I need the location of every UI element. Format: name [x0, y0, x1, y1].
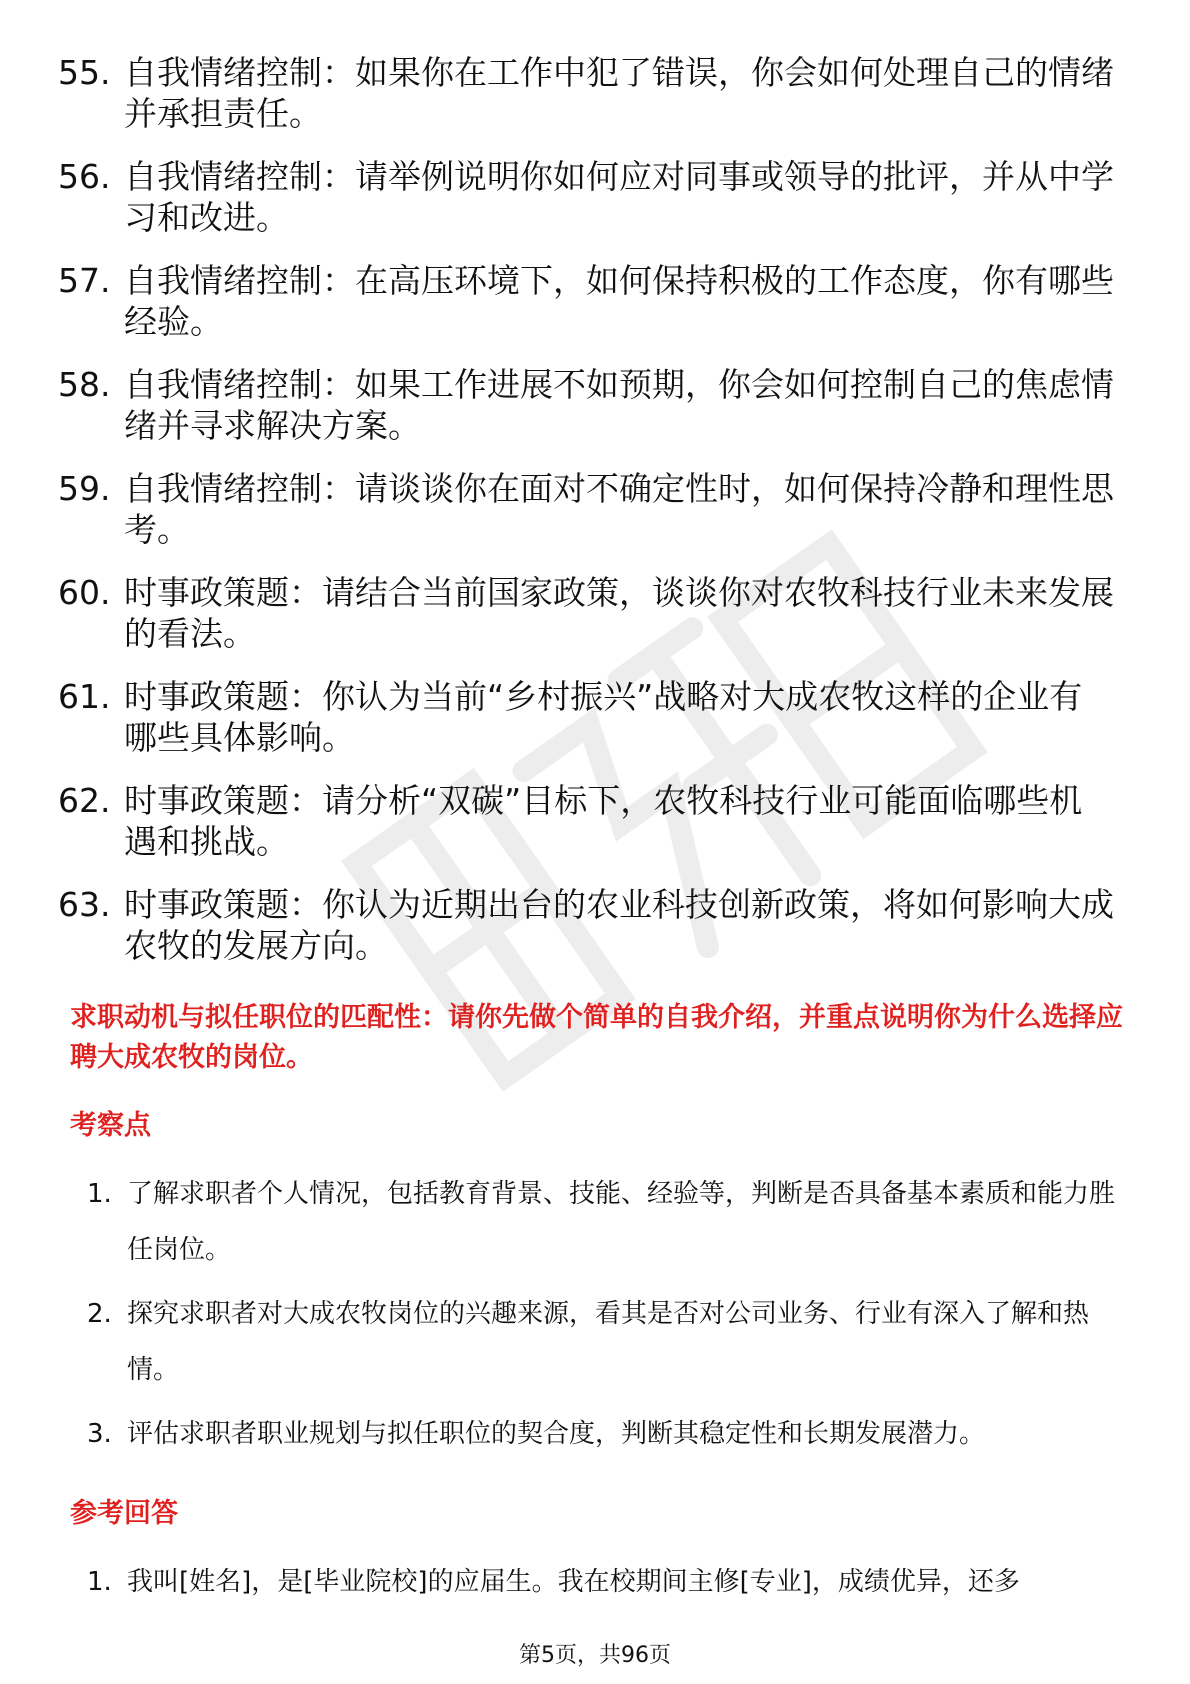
question-number: 55.	[58, 53, 111, 92]
question-item	[0, 780, 1114, 862]
question-item	[0, 364, 1114, 446]
list-number: 2.	[87, 1299, 112, 1329]
question-text: 自我情绪控制：如果工作进展不如预期，你会如何控制自己的焦虑情绪并寻求解决方案。	[124, 365, 1114, 445]
list-text: 了解求职者个人情况，包括教育背景、技能、经验等，判断是否具备基本素质和能力胜任岗位。	[127, 1179, 1116, 1265]
list-item	[70, 1286, 1127, 1398]
answer-section	[70, 998, 1130, 1644]
answer-heading: 参考回答	[70, 1498, 178, 1529]
question-item	[0, 572, 1114, 654]
list-number: 3.	[87, 1419, 112, 1449]
question-number: 61.	[58, 677, 111, 716]
list-text: 我叫[姓名]，是[毕业院校]的应届生。我在校期间主修[专业]，成绩优异，还多	[127, 1567, 1020, 1597]
answers-list	[70, 1554, 1130, 1610]
list-item	[70, 1166, 1127, 1278]
question-text: 时事政策题：你认为近期出台的农业科技创新政策，将如何影响大成农牧的发展方向。	[124, 885, 1114, 965]
question-text: 自我情绪控制：请谈谈你在面对不确定性时，如何保持冷静和理性思考。	[124, 469, 1114, 549]
points-list	[70, 1166, 1130, 1462]
question-number: 56.	[58, 157, 111, 196]
question-item	[0, 884, 1114, 966]
section-prompt: 求职动机与拟任职位的匹配性：请你先做个简单的自我介绍，并重点说明你为什么选择应聘大成农牧的岗位。	[70, 1002, 1123, 1073]
list-text: 探究求职者对大成农牧岗位的兴趣来源，看其是否对公司业务、行业有深入了解和热情。	[127, 1299, 1090, 1385]
list-item	[70, 1554, 1127, 1610]
question-number: 60.	[58, 573, 111, 612]
list-item	[70, 1406, 1127, 1462]
question-item	[0, 260, 1114, 342]
question-number: 62.	[58, 781, 111, 820]
question-number: 59.	[58, 469, 111, 508]
question-item	[0, 468, 1114, 550]
question-text: 时事政策题：请分析“双碳”目标下，农牧科技行业可能面临哪些机遇和挑战。	[124, 781, 1083, 861]
question-text: 自我情绪控制：在高压环境下，如何保持积极的工作态度，你有哪些经验。	[124, 261, 1114, 341]
list-number: 1.	[87, 1567, 112, 1597]
points-heading: 考察点	[70, 1110, 151, 1141]
question-text: 自我情绪控制：请举例说明你如何应对同事或领导的批评，并从中学习和改进。	[124, 157, 1114, 237]
question-number: 58.	[58, 365, 111, 404]
question-text: 时事政策题：请结合当前国家政策，谈谈你对农牧科技行业未来发展的看法。	[124, 573, 1114, 653]
question-item	[0, 676, 1114, 758]
page-footer: 第5页，共96页	[519, 1643, 671, 1668]
list-number: 1.	[87, 1179, 112, 1209]
question-number: 57.	[58, 261, 111, 300]
question-text: 自我情绪控制：如果你在工作中犯了错误，你会如何处理自己的情绪并承担责任。	[124, 53, 1114, 133]
question-number: 63.	[58, 885, 111, 924]
question-list	[0, 52, 1190, 988]
question-item	[0, 52, 1114, 134]
question-text: 时事政策题：你认为当前“乡村振兴”战略对大成农牧这样的企业有哪些具体影响。	[124, 677, 1083, 757]
question-item	[0, 156, 1114, 238]
list-text: 评估求职者职业规划与拟任职位的契合度，判断其稳定性和长期发展潜力。	[127, 1419, 986, 1449]
